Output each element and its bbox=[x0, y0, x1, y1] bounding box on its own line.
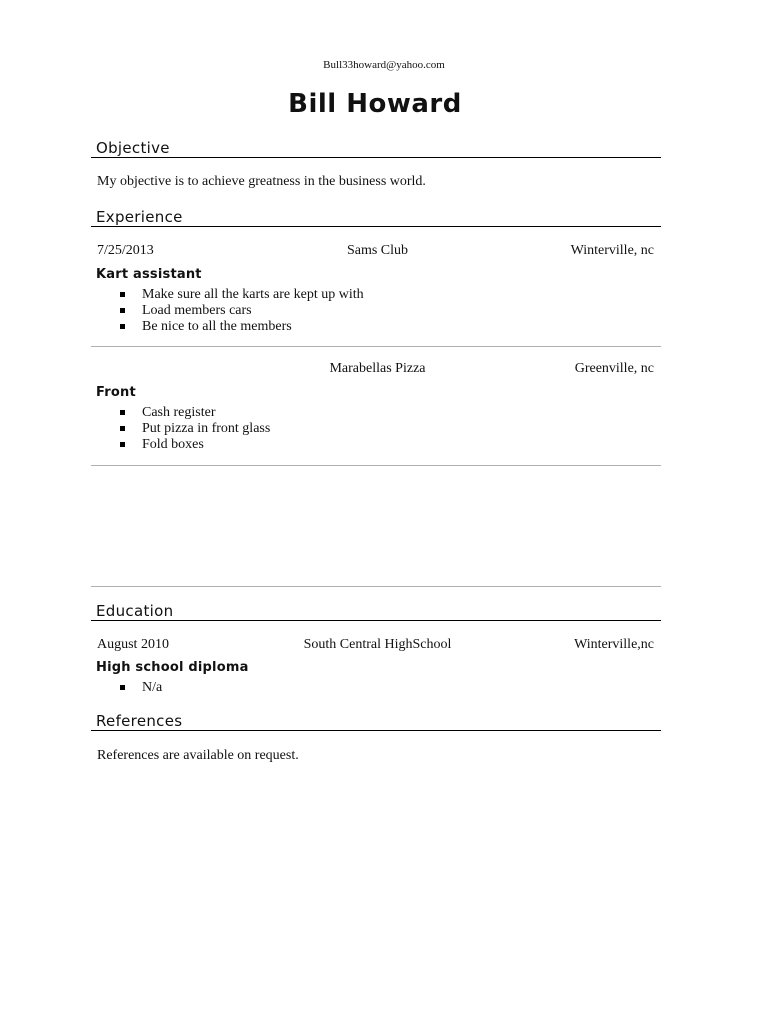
education-location: Winterville,nc bbox=[574, 637, 654, 652]
education-heading: Education bbox=[96, 602, 174, 620]
experience-heading: Experience bbox=[96, 208, 183, 226]
job-location: Greenville, nc bbox=[574, 361, 654, 376]
list-item: Load members cars bbox=[0, 303, 364, 319]
job-employer: Marabellas Pizza bbox=[329, 361, 426, 376]
job-separator bbox=[91, 346, 661, 347]
list-item: Make sure all the karts are kept up with bbox=[0, 287, 364, 303]
objective-heading: Objective bbox=[96, 139, 170, 157]
job-separator bbox=[91, 465, 661, 466]
objective-text: My objective is to achieve greatness in the business world. bbox=[97, 174, 426, 189]
job-duties-list bbox=[0, 405, 270, 453]
list-item: Put pizza in front glass bbox=[0, 421, 270, 437]
references-heading: References bbox=[96, 712, 183, 730]
education-degree: High school diploma bbox=[96, 660, 249, 675]
education-school: South Central HighSchool bbox=[303, 637, 452, 652]
objective-divider bbox=[91, 157, 661, 158]
job-location: Winterville, nc bbox=[570, 243, 654, 258]
job-duties-list bbox=[0, 287, 364, 335]
experience-divider bbox=[91, 226, 661, 227]
candidate-name: Bill Howard bbox=[288, 89, 462, 119]
job-title: Front bbox=[96, 385, 136, 400]
job-title: Kart assistant bbox=[96, 267, 202, 282]
education-date: August 2010 bbox=[97, 637, 169, 652]
job-separator bbox=[91, 586, 661, 587]
education-divider bbox=[91, 620, 661, 621]
job-date: 7/25/2013 bbox=[97, 243, 154, 258]
list-item: Fold boxes bbox=[0, 437, 270, 453]
list-item: N/a bbox=[0, 680, 162, 696]
education-details-list bbox=[0, 680, 162, 696]
job-employer: Sams Club bbox=[346, 243, 409, 258]
list-item: Cash register bbox=[0, 405, 270, 421]
list-item: Be nice to all the members bbox=[0, 319, 364, 335]
references-divider bbox=[91, 730, 661, 731]
email-address: Bull33howard@yahoo.com bbox=[323, 59, 445, 71]
references-text: References are available on request. bbox=[97, 748, 299, 763]
